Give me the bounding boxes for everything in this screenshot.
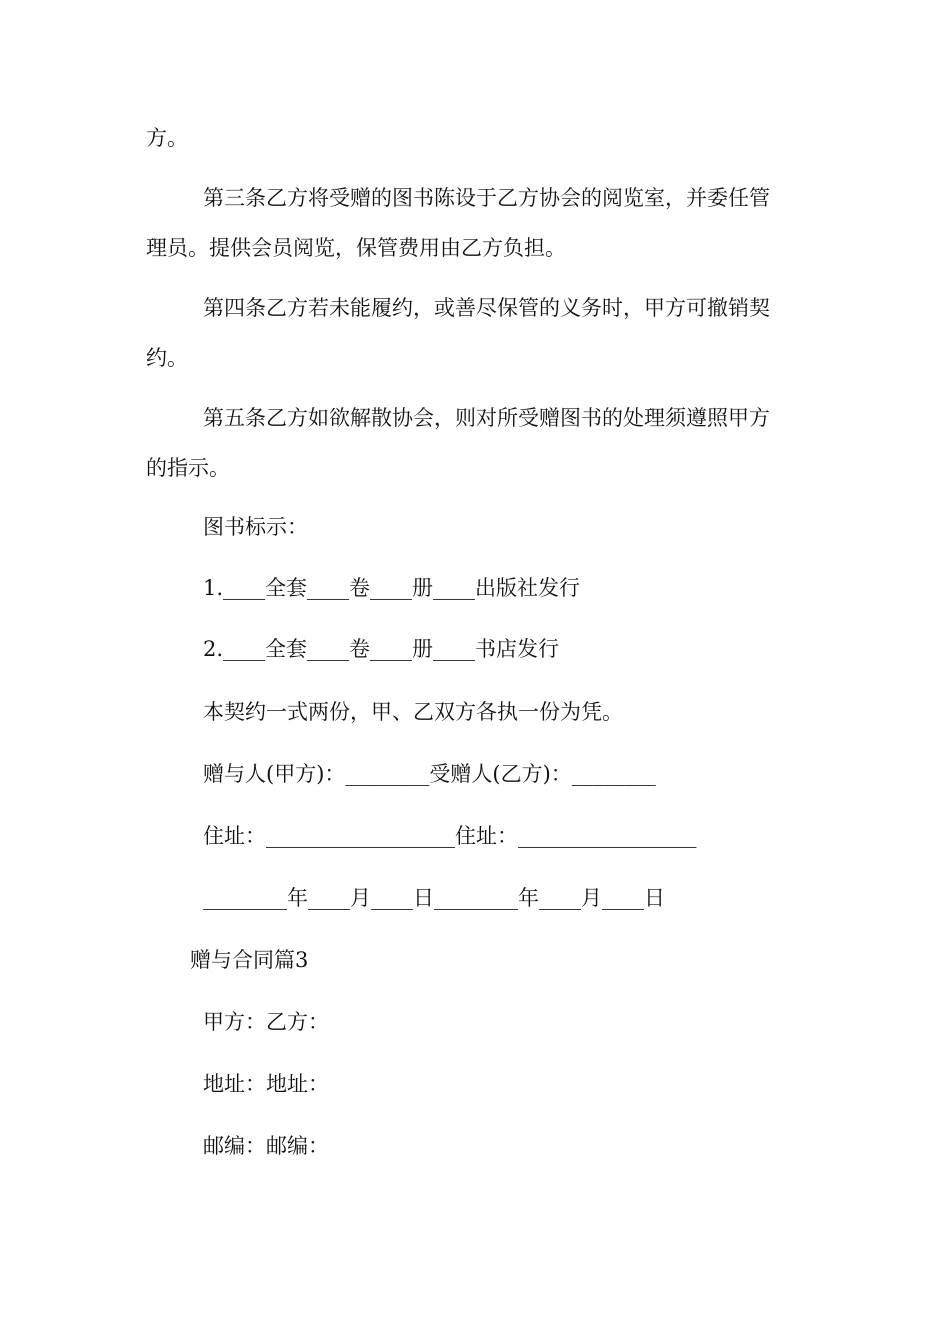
postcode-line: 邮编：邮编： [203, 1134, 329, 1158]
book-label-heading: 图书标示： [203, 515, 308, 539]
book-label-item-2: 2.____全套____卷____册____书店发行 [203, 637, 560, 661]
address-line: 住址：__________________住址：_________________ [203, 824, 697, 848]
copies-clause: 本契约一式两份，甲、乙双方各执一份为凭。 [203, 700, 623, 724]
date-line: ________年____月____日________年____月____日 [203, 886, 665, 910]
article-4-line-1: 第四条乙方若未能履约，或善尽保管的义务时，甲方可撤销契 [203, 296, 770, 320]
address-label-line: 地址：地址： [203, 1072, 329, 1096]
article-5-line-1: 第五条乙方如欲解散协会，则对所受赠图书的处理须遵照甲方 [203, 406, 770, 430]
paragraph-line: 方。 [146, 126, 188, 150]
article-3-line-1: 第三条乙方将受赠的图书陈设于乙方协会的阅览室，并委任管 [203, 186, 770, 210]
article-3-line-2: 理员。提供会员阅览，保管费用由乙方负担。 [146, 236, 566, 260]
section-title: 赠与合同篇3 [190, 948, 309, 972]
article-5-line-2: 的指示。 [146, 456, 230, 480]
article-4-line-2: 约。 [146, 346, 188, 370]
book-label-item-1: 1.____全套____卷____册____出版社发行 [203, 576, 581, 600]
parties-signature-line: 赠与人(甲方)：________受赠人(乙方)：________ [203, 762, 656, 786]
party-line: 甲方：乙方： [203, 1010, 329, 1034]
